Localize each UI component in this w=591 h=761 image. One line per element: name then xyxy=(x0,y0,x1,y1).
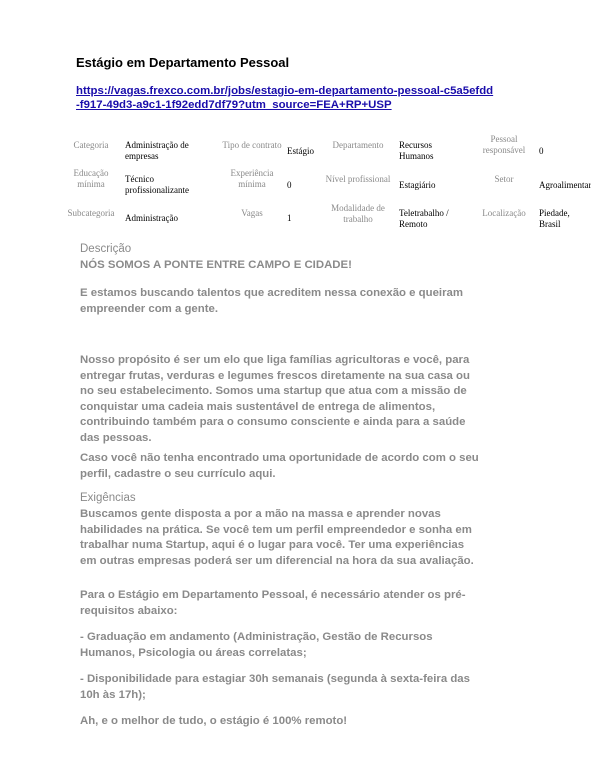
experiencia-value: 0 xyxy=(287,180,292,190)
departamento-label: Departamento xyxy=(332,140,384,150)
tipo-contrato-label: Tipo de contrato xyxy=(222,140,282,150)
categoria-value: Administração de empresas xyxy=(125,140,189,161)
job-url-link[interactable]: https://vagas.frexco.com.br/jobs/estagio-em-departamento-pessoal-c5a5efdd-f917-49d3-a9c1-1f92edd7df79?utm_source=FEA+RP+USP xyxy=(76,85,494,111)
tipo-contrato-value: Estágio xyxy=(287,146,314,156)
descricao-paragraph-1: NÓS SOMOS A PONTE ENTRE CAMPO E CIDADE! xyxy=(80,259,352,271)
departamento-value: Recursos Humanos xyxy=(399,140,434,161)
subcategoria-label: Subcategoria xyxy=(67,208,115,218)
exigencias-paragraph-2: Para o Estágio em Departamento Pessoal, é necessário atender os pré-requisitos abaixo: xyxy=(80,589,466,617)
descricao-paragraph-3: Nosso propósito é ser um elo que liga famílias agricultoras e você, para entregar frutas, verduras e legumes frescos diretamente na sua casa ou no seu estabelecimento. Somos uma startup que atua com a missão de conquistar uma cadeia mais sustentável de entrega de alimentos, contribuindo também para o consumo consciente e ainda para a saúde das pessoas. xyxy=(80,354,470,444)
modalidade-label: Modalidade de trabalho xyxy=(331,203,385,224)
nivel-profissional-value: Estagiário xyxy=(399,180,436,190)
categoria-label: Categoria xyxy=(73,140,109,150)
subcategoria-value: Administração xyxy=(125,213,178,223)
vagas-value: 1 xyxy=(287,213,292,223)
job-title: Estágio em Departamento Pessoal xyxy=(76,55,290,70)
educacao-value: Técnico profissionalizante xyxy=(125,174,189,195)
setor-label: Setor xyxy=(494,174,514,184)
descricao-paragraph-2: E estamos buscando talentos que acreditem nessa conexão e queiram empreender com a gente. xyxy=(80,287,463,315)
exigencias-paragraph-3: - Graduação em andamento (Administração, Gestão de Recursos Humanos, Psicologia ou áreas correlatas; xyxy=(80,631,433,659)
experiencia-label: Experiência mínima xyxy=(230,168,274,189)
descricao-paragraph-4: Caso você não tenha encontrado uma oportunidade de acordo com o seu perfil, cadastre o seu currículo aqui. xyxy=(80,452,479,480)
pessoal-responsavel-label: Pessoal responsável xyxy=(482,134,526,155)
vagas-label: Vagas xyxy=(241,208,263,218)
exigencias-paragraph-4: - Disponibilidade para estagiar 30h semanais (segunda à sexta-feira das 10h às 17h); xyxy=(80,673,470,701)
exigencias-paragraph-1: Buscamos gente disposta a por a mão na massa e aprender novas habilidades na prática. Se você tem um perfil empreendedor e sonha em trabalhar numa Startup, aqui é o lugar para você. Ter uma experiências em outras empresas poderá ser um diferencial na hora da sua avaliação. xyxy=(80,508,474,567)
setor-value: Agroalimentar xyxy=(539,180,591,190)
localizacao-value: Piedade, Brasil xyxy=(539,208,570,229)
pessoal-responsavel-value: 0 xyxy=(539,146,544,156)
exigencias-paragraph-5: Ah, e o melhor de tudo, o estágio é 100% remoto! xyxy=(80,715,348,727)
nivel-profissional-label: Nível profissional xyxy=(325,174,391,184)
exigencias-heading: Exigências xyxy=(80,492,136,504)
modalidade-value: Teletrabalho / Remoto xyxy=(399,208,449,229)
localizacao-label: Localização xyxy=(482,208,526,218)
educacao-label: Educação mínima xyxy=(73,168,109,189)
descricao-heading: Descrição xyxy=(80,243,132,255)
